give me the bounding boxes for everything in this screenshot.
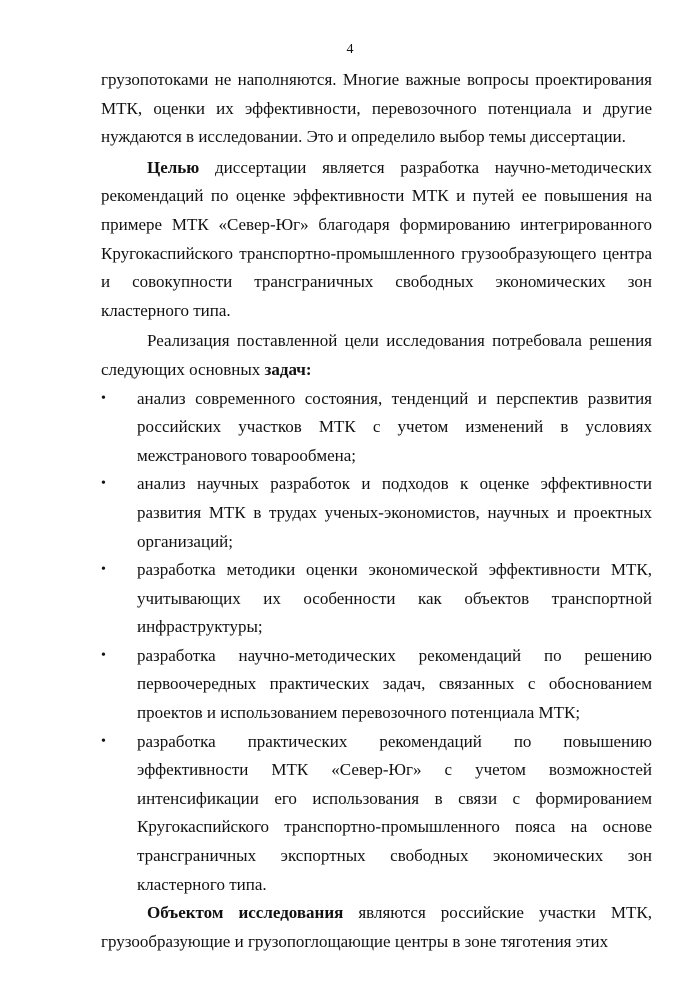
paragraph-goal: [101, 154, 652, 326]
tasks-term: задач:: [264, 359, 312, 379]
object-text: являются российские участки МТК, грузообразующие и грузопоглощающие центры в зоне тяготения этих: [101, 903, 652, 951]
list-item: [101, 385, 652, 471]
object-term: Объектом исследования: [147, 903, 344, 923]
task-text: разработка научно-методических рекомендаций по решению первоочередных практических задач, связанных с обоснованием проектов и использованием перевозочного потенциала МТК;: [137, 645, 652, 723]
page-number: 4: [346, 42, 354, 57]
task-list: [101, 385, 652, 900]
task-text: анализ современного состояния, тенденций и перспектив развития российских участков МТК с учетом изменений в условиях межстранового товарообмена;: [137, 388, 652, 465]
list-item: [101, 642, 652, 728]
goal-text: диссертации является разработка научно-методических рекомендаций по оценке эффективности МТК и путей ее повышения на примере МТК «Север-Юг» благодаря формированию интегрированного Кругокаспийского транспортно-промышленного грузообразующего центра и совокупности трансграничных свободных экономических зон кластерного типа.: [101, 157, 652, 320]
goal-term: Целью: [147, 157, 200, 177]
task-text: разработка практических рекомендаций по повышению эффективности МТК «Север-Юг» с учетом возможностей интенсификации его использования в связи с формированием Кругокаспийского транспортно-промышленного пояса на основе трансграничных экспортных свободных экономических зон кластерного типа.: [137, 731, 652, 894]
bullet-icon: •: [101, 476, 106, 492]
bullet-icon: •: [101, 390, 106, 406]
list-item: [101, 470, 652, 556]
bullet-icon: •: [101, 562, 106, 578]
task-text: анализ научных разработок и подходов к оценке эффективности развития МТК в трудах ученых-экономистов, научных и проектных организаций;: [137, 474, 652, 551]
paragraph-tasks-intro: [101, 327, 652, 384]
bullet-icon: •: [101, 647, 106, 663]
bullet-icon: •: [101, 733, 106, 749]
task-text: разработка методики оценки экономической эффективности МТК, учитывающих их особенности как объектов транспортной инфраструктуры;: [137, 560, 652, 637]
paragraph-object: [101, 899, 652, 956]
tasks-intro-text: Реализация поставленной цели исследования потребовала решения следующих основных: [101, 331, 652, 379]
paragraph-intro: грузопотоками не наполняются. Многие важные вопросы проектирования МТК, оценки их эффективности, перевозочного потенциала и другие нуждаются в исследовании. Это и определило выбор темы диссертации.: [101, 70, 652, 147]
list-item: [101, 556, 652, 642]
list-item: [101, 728, 652, 900]
document-body: [101, 66, 652, 956]
